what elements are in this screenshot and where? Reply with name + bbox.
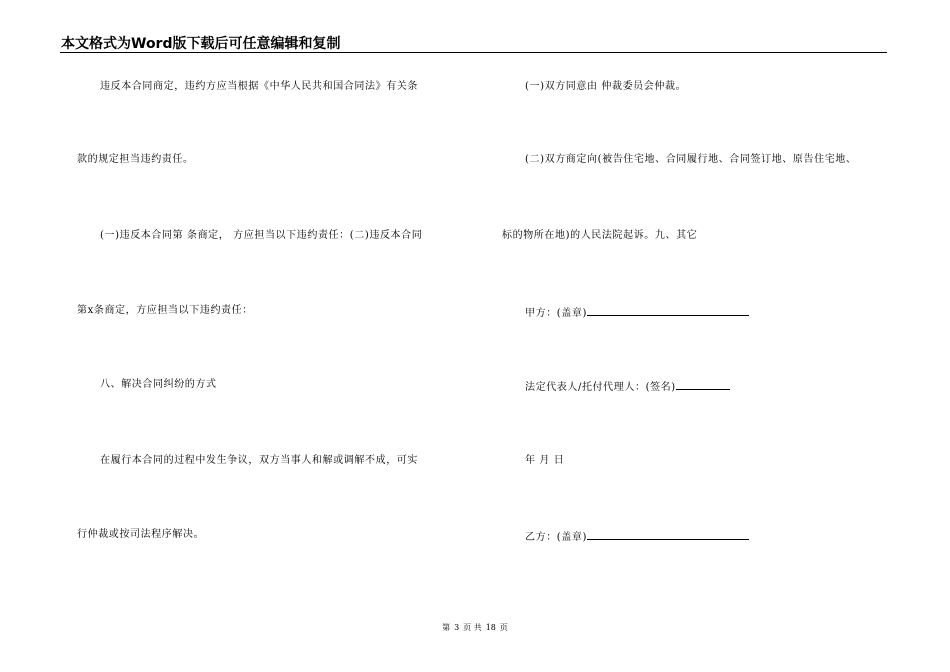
party-b-label: 乙方：(盖章) (525, 532, 588, 543)
page-number-footer (0, 623, 950, 633)
total-page-count: 18 (485, 623, 496, 632)
left-paragraph-line: 第x条商定，方应担当以下违约责任： (77, 305, 253, 316)
left-paragraph-line: 违反本合同商定，违约方应当根据《中华人民共和国合同法》有关条 (100, 81, 418, 92)
header-divider (60, 52, 887, 53)
page-prefix: 第 (442, 623, 451, 632)
right-paragraph-line: (二)双方商定向(被告住宅地、合同履行地、合同签订地、原告住宅地、 (525, 154, 857, 165)
page-middle-text: 页 共 (463, 623, 482, 632)
party-a-label: 甲方：(盖章) (525, 308, 588, 319)
left-paragraph-line: 行仲裁或按司法程序解决。 (77, 529, 205, 540)
left-paragraph-line: 在履行本合同的过程中发生争议，双方当事人和解或调解不成，可实 (100, 455, 418, 466)
current-page-number: 3 (454, 623, 460, 632)
left-paragraph-line: 款的规定担当违约责任。 (77, 154, 194, 165)
page-suffix: 页 (499, 623, 508, 632)
date-line: 年 月 日 (525, 455, 565, 466)
representative-signature-line (525, 378, 730, 395)
party-b-seal-blank (587, 528, 749, 540)
representative-label: 法定代表人/托付代理人：(签名) (525, 382, 676, 393)
party-b-signature-line (525, 528, 749, 545)
right-paragraph-line: 标的物所在地)的人民法院起诉。九、其它 (502, 230, 698, 241)
document-header-title: 本文格式为Word版下载后可任意编辑和复制 (61, 36, 341, 52)
left-paragraph-line: (一)违反本合同第 条商定， 方应担当以下违约责任：(二)违反本合同 (100, 230, 423, 241)
right-paragraph-line: (一)双方同意由 仲裁委员会仲裁。 (525, 81, 687, 92)
party-a-seal-blank (587, 304, 749, 316)
representative-sign-blank (676, 378, 730, 390)
section-heading: 八、解决合同纠纷的方式 (100, 379, 217, 390)
party-a-signature-line (525, 304, 749, 321)
